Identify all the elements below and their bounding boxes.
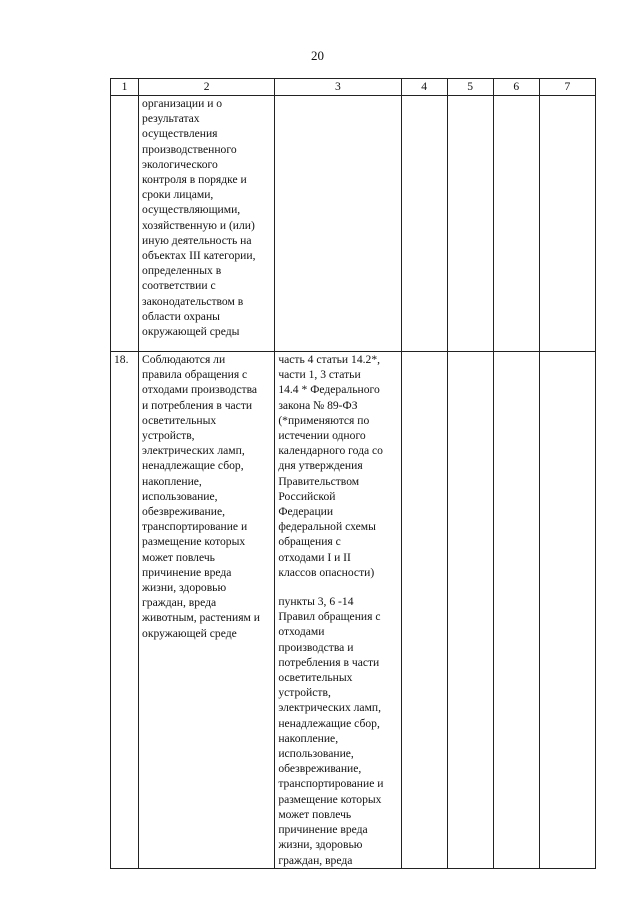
reference-text-rules: пункты 3, 6 -14 Правил обращения с отходами производства и потребления в части осветительных устройств, электрических ламп, ненадлежащие сбор, накопление, использование, обезвреживание, транспортирование и размещение которых может повлечь причинение вреда жизни, здоровью граждан, вреда bbox=[278, 595, 384, 867]
table-row bbox=[111, 96, 596, 352]
question-cell bbox=[139, 96, 275, 352]
empty-cell bbox=[401, 352, 447, 869]
row-number bbox=[111, 96, 139, 352]
column-header: 3 bbox=[275, 79, 401, 96]
question-text: Соблюдаются ли правила обращения с отходами производства и потребления в части осветительных устройств, электрических ламп, ненадлежащие сбор, накопление, использование, обезвреживание, транспортирование и размещение которых может повлечь причинение вреда жизни, здоровью граждан, вреда животным, растениям и окружающей среде bbox=[142, 353, 260, 640]
question-text: организации и о результатах осуществления производственного экологического контроля в порядке и сроки лицами, осуществляющими, хозяйственную и (или) иную деятельность на объектах III категории, определенных в соответствии с законодательством в области охраны окружающей среды bbox=[142, 97, 256, 339]
empty-cell bbox=[493, 352, 539, 869]
empty-cell bbox=[447, 352, 493, 869]
empty-cell bbox=[493, 96, 539, 352]
reference-cell bbox=[275, 352, 401, 869]
empty-cell bbox=[401, 96, 447, 352]
reference-cell bbox=[275, 96, 401, 352]
reference-text-federal-law: часть 4 статьи 14.2*, части 1, 3 статьи 14.4 * Федерального закона № 89-ФЗ (*применяются по истечении одного календарного года со дня утверждения Правительством Российской Федерации федеральной схемы обращения с отходами I и II классов опасности) bbox=[278, 353, 383, 579]
table-header-row bbox=[111, 79, 596, 96]
empty-cell bbox=[447, 96, 493, 352]
column-header: 4 bbox=[401, 79, 447, 96]
table-row bbox=[111, 352, 596, 869]
column-header: 2 bbox=[139, 79, 275, 96]
requirements-table bbox=[110, 78, 596, 869]
empty-cell bbox=[539, 352, 595, 869]
page-number: 20 bbox=[311, 48, 324, 63]
column-header: 7 bbox=[539, 79, 595, 96]
column-header: 6 bbox=[493, 79, 539, 96]
column-header: 5 bbox=[447, 79, 493, 96]
column-header: 1 bbox=[111, 79, 139, 96]
question-cell bbox=[139, 352, 275, 869]
empty-cell bbox=[539, 96, 595, 352]
row-number: 18. bbox=[111, 352, 139, 869]
